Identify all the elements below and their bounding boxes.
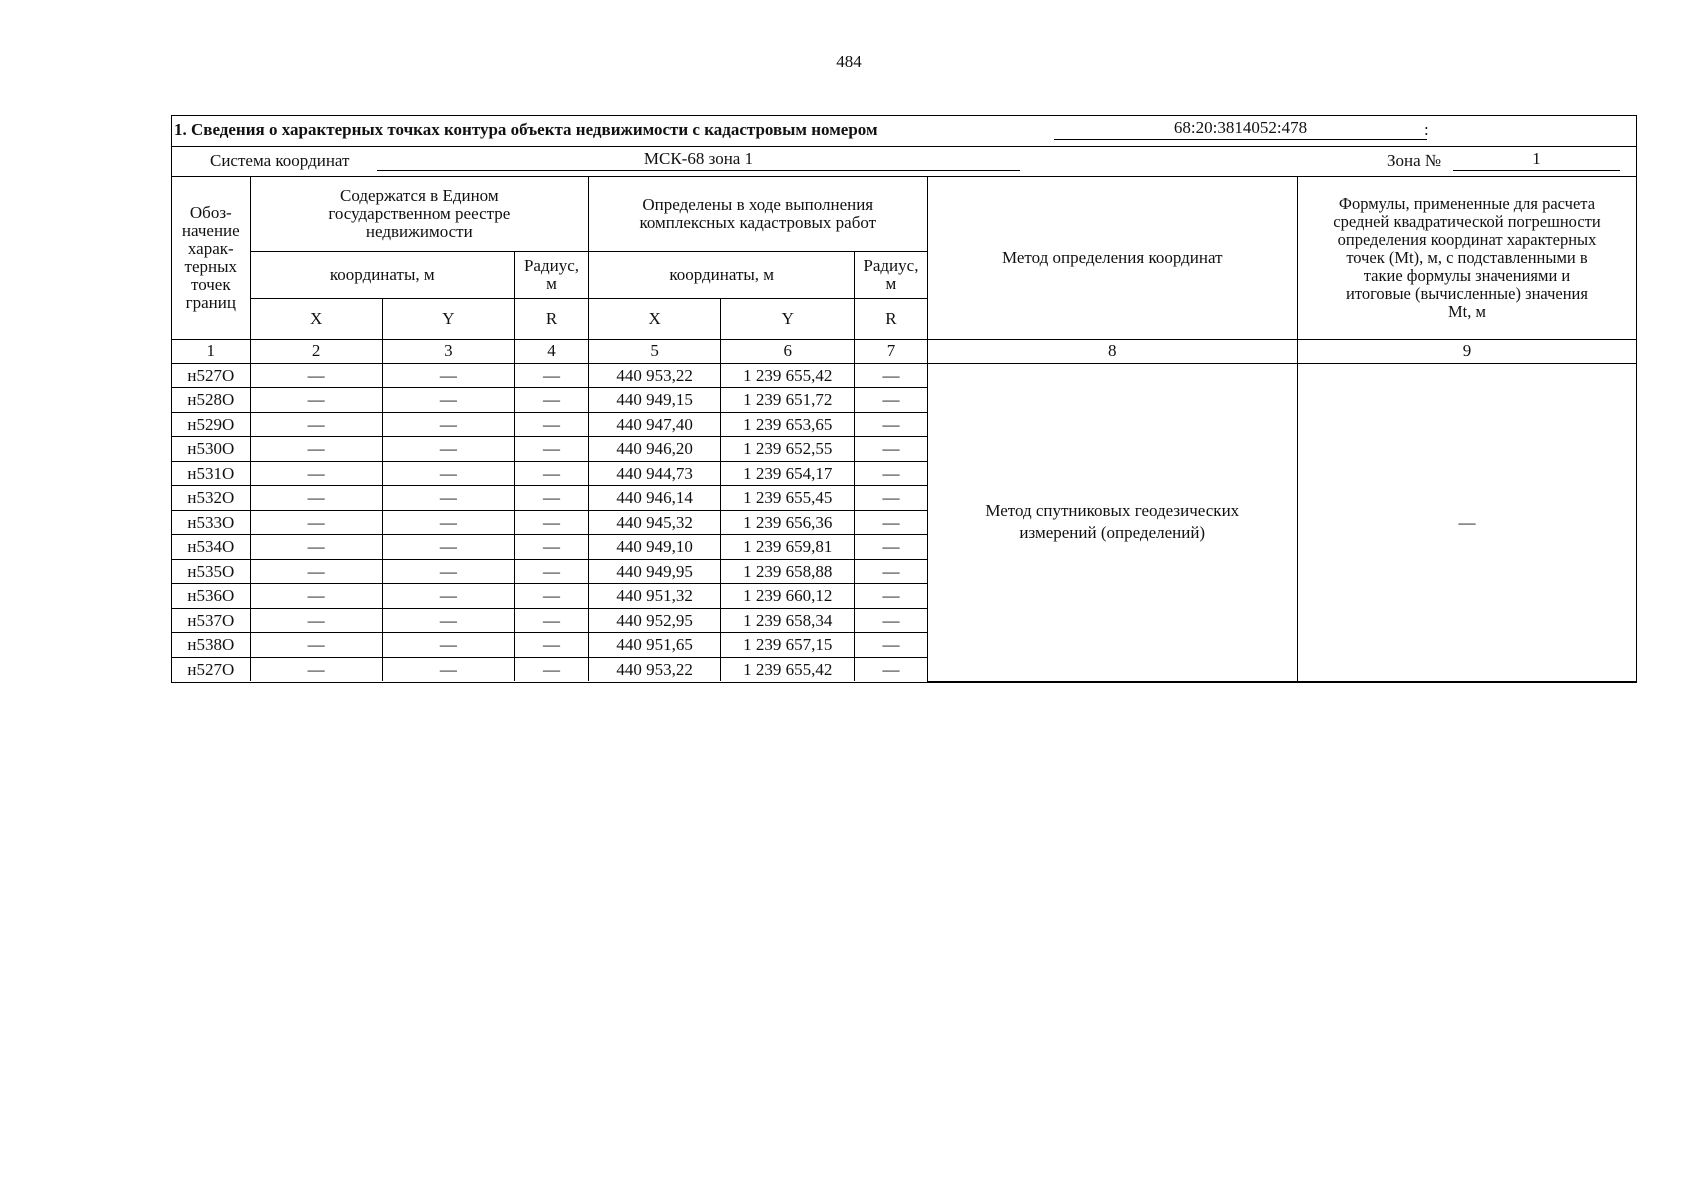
egrn-y: —	[382, 510, 514, 535]
kkr-x: 440 946,14	[589, 486, 721, 511]
header-egrn-group: Содержатся в Едином государственном реестре недвижимости	[250, 177, 588, 251]
egrn-r: —	[514, 535, 588, 560]
egrn-r: —	[514, 559, 588, 584]
page-number: 484	[836, 52, 862, 71]
kkr-r: —	[855, 559, 927, 584]
column-number: 1	[172, 339, 250, 363]
kkr-r: —	[855, 535, 927, 560]
point-id: н528О	[172, 388, 250, 413]
egrn-x: —	[250, 608, 382, 633]
egrn-x: —	[250, 461, 382, 486]
egrn-r: —	[514, 584, 588, 609]
kkr-y: 1 239 655,42	[721, 657, 855, 681]
kkr-x: 440 951,32	[589, 584, 721, 609]
point-id: н529О	[172, 412, 250, 437]
egrn-x: —	[250, 559, 382, 584]
egrn-y: —	[382, 608, 514, 633]
kkr-y: 1 239 659,81	[721, 535, 855, 560]
column-number: 9	[1297, 339, 1636, 363]
egrn-x: —	[250, 584, 382, 609]
column-number: 6	[721, 339, 855, 363]
kkr-y: 1 239 651,72	[721, 388, 855, 413]
egrn-y: —	[382, 559, 514, 584]
egrn-x: —	[250, 633, 382, 658]
header-coords-egrn: координаты, м	[250, 251, 514, 298]
egrn-r: —	[514, 486, 588, 511]
egrn-y: —	[382, 486, 514, 511]
egrn-x: —	[250, 412, 382, 437]
cadastral-points-table	[171, 115, 1637, 683]
table-row	[172, 363, 1636, 388]
header-radius-egrn: Радиус, м	[514, 251, 588, 298]
kkr-x: 440 945,32	[589, 510, 721, 535]
column-number: 3	[382, 339, 514, 363]
egrn-r: —	[514, 461, 588, 486]
egrn-x: —	[250, 657, 382, 681]
egrn-r: —	[514, 608, 588, 633]
egrn-x: —	[250, 388, 382, 413]
kkr-r: —	[855, 412, 927, 437]
header-kkr-group: Определены в ходе выполнения комплексных кадастровых работ	[589, 177, 927, 251]
zone-value: 1	[1453, 149, 1620, 171]
egrn-r: —	[514, 657, 588, 681]
coordinate-system-row	[172, 147, 1636, 177]
column-number: 7	[855, 339, 927, 363]
header-formulas: Формулы, примененные для расчета средней квадратической погрешности определения координат характерных точек (Mt), м, с подставленными в такие формулы значениями и итоговые (вычисленные) значения Mt, м	[1297, 177, 1636, 339]
point-id: н538О	[172, 633, 250, 658]
kkr-x: 440 949,10	[589, 535, 721, 560]
kkr-r: —	[855, 584, 927, 609]
column-number: 4	[514, 339, 588, 363]
title-row	[172, 116, 1636, 147]
zone-label: Зона №	[1387, 151, 1442, 170]
cadastral-number: 68:20:3814052:478	[1054, 118, 1427, 140]
egrn-y: —	[382, 633, 514, 658]
kkr-r: —	[855, 633, 927, 658]
column-numbers-row	[172, 339, 1636, 363]
egrn-r: —	[514, 437, 588, 462]
kkr-y: 1 239 656,36	[721, 510, 855, 535]
egrn-x: —	[250, 535, 382, 560]
header-y-egrn: Y	[382, 298, 514, 339]
egrn-x: —	[250, 363, 382, 388]
header-r-kkr: R	[855, 298, 927, 339]
kkr-x: 440 951,65	[589, 633, 721, 658]
egrn-y: —	[382, 437, 514, 462]
point-id: н535О	[172, 559, 250, 584]
kkr-r: —	[855, 437, 927, 462]
kkr-x: 440 947,40	[589, 412, 721, 437]
point-id: н537О	[172, 608, 250, 633]
egrn-y: —	[382, 461, 514, 486]
kkr-y: 1 239 657,15	[721, 633, 855, 658]
egrn-y: —	[382, 535, 514, 560]
kkr-y: 1 239 655,42	[721, 363, 855, 388]
section-title: 1. Сведения о характерных точках контура объекта недвижимости с кадастровым номером	[174, 120, 878, 139]
header-coords-kkr: координаты, м	[589, 251, 855, 298]
kkr-x: 440 949,95	[589, 559, 721, 584]
kkr-y: 1 239 658,88	[721, 559, 855, 584]
coordinate-system-value: МСК-68 зона 1	[377, 149, 1020, 171]
point-id: н530О	[172, 437, 250, 462]
point-id: н536О	[172, 584, 250, 609]
column-number: 2	[250, 339, 382, 363]
kkr-x: 440 953,22	[589, 657, 721, 681]
egrn-x: —	[250, 510, 382, 535]
point-id: н533О	[172, 510, 250, 535]
kkr-x: 440 953,22	[589, 363, 721, 388]
kkr-r: —	[855, 363, 927, 388]
kkr-r: —	[855, 510, 927, 535]
kkr-y: 1 239 655,45	[721, 486, 855, 511]
column-number: 8	[927, 339, 1297, 363]
kkr-y: 1 239 652,55	[721, 437, 855, 462]
point-id: н527О	[172, 657, 250, 681]
coordinate-system-label: Система координат	[210, 151, 350, 170]
point-id: н534О	[172, 535, 250, 560]
kkr-y: 1 239 660,12	[721, 584, 855, 609]
header-method: Метод определения координат	[927, 177, 1297, 339]
header-y-kkr: Y	[721, 298, 855, 339]
header-designation: Обоз- начение харак- терных точек границ	[172, 177, 250, 339]
header-x-kkr: X	[589, 298, 721, 339]
egrn-y: —	[382, 412, 514, 437]
egrn-r: —	[514, 363, 588, 388]
column-number: 5	[589, 339, 721, 363]
kkr-r: —	[855, 388, 927, 413]
kkr-r: —	[855, 461, 927, 486]
kkr-r: —	[855, 657, 927, 681]
egrn-y: —	[382, 388, 514, 413]
egrn-r: —	[514, 412, 588, 437]
kkr-y: 1 239 654,17	[721, 461, 855, 486]
title-suffix: :	[1424, 120, 1429, 139]
egrn-y: —	[382, 657, 514, 681]
kkr-y: 1 239 653,65	[721, 412, 855, 437]
point-id: н532О	[172, 486, 250, 511]
kkr-x: 440 946,20	[589, 437, 721, 462]
egrn-r: —	[514, 388, 588, 413]
egrn-y: —	[382, 363, 514, 388]
kkr-r: —	[855, 486, 927, 511]
header-radius-kkr: Радиус, м	[855, 251, 927, 298]
kkr-x: 440 949,15	[589, 388, 721, 413]
egrn-r: —	[514, 510, 588, 535]
kkr-x: 440 944,73	[589, 461, 721, 486]
kkr-r: —	[855, 608, 927, 633]
point-id: н527О	[172, 363, 250, 388]
kkr-y: 1 239 658,34	[721, 608, 855, 633]
header-x-egrn: X	[250, 298, 382, 339]
point-id: н531О	[172, 461, 250, 486]
header-r-egrn: R	[514, 298, 588, 339]
egrn-r: —	[514, 633, 588, 658]
egrn-x: —	[250, 437, 382, 462]
egrn-y: —	[382, 584, 514, 609]
formula-value: —	[1297, 363, 1636, 681]
kkr-x: 440 952,95	[589, 608, 721, 633]
method-value: Метод спутниковых геодезических измерений (определений)	[927, 363, 1297, 681]
points-grid	[172, 177, 1636, 682]
egrn-x: —	[250, 486, 382, 511]
